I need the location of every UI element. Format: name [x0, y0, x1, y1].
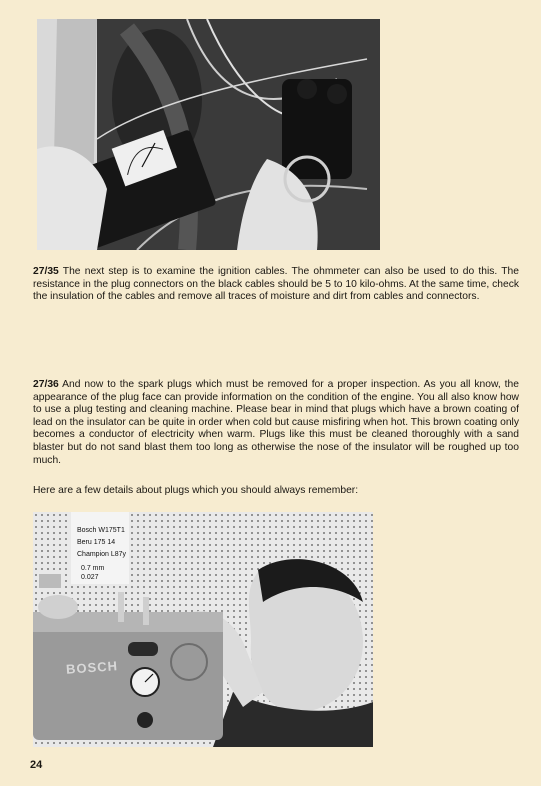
plug-details-intro: Here are a few details about plugs which you should always remember: — [33, 485, 359, 496]
paragraph-ignition-cables — [33, 266, 519, 304]
paragraph-ignition-cables-text: The next step is to examine the ignition cables. The ohmmeter can also be used to do this. The resistance in the plug connectors on the black cables should be 5 to 10 kilo-ohms. At the same time, check the insulation of the cables and remove all traces of moisture and dirt from cables and connectors. — [33, 266, 519, 303]
paragraph-spark-plugs-text: And now to the spark plugs which must be removed for a proper inspection. As you all know, the appearance of the plug face can provide information on the condition of the engine. You all also know how to use a plug testing and cleaning machine. Please bear in mind that plugs which have a brown coating of lead on the insulator can be quite in order when cold but cause misfiring when hot. This brown coating only becomes a conductor of electricity when warm. Plugs like this must be cleaned thoroughly with a sand blaster but do not sand blast them too long as otherwise the nose of the insulator will be roughed up too much. — [33, 379, 519, 466]
page-number: 24 — [30, 759, 43, 771]
paragraph-spark-plugs — [33, 379, 519, 467]
plug-chart-bosch: Bosch W175T1 — [77, 527, 125, 534]
photo-ohmmeter-illustration — [37, 19, 380, 250]
plug-chart-gap-mm: 0.7 mm — [81, 565, 105, 572]
plug-chart-gap-inch: 0.027 — [81, 574, 99, 581]
photo-ohmmeter-test — [37, 19, 380, 250]
machine-brand-logo: BOSCH — [65, 658, 119, 677]
figure-number-27-36: 27/36 — [33, 379, 59, 390]
figure-number-27-35: 27/35 — [33, 266, 59, 277]
photo-plug-machine-illustration — [33, 512, 373, 747]
plug-chart-beru: Beru 175 14 — [77, 539, 116, 546]
photo-plug-cleaning-machine — [33, 512, 373, 747]
plug-chart-champion: Champion L87y — [77, 551, 127, 558]
